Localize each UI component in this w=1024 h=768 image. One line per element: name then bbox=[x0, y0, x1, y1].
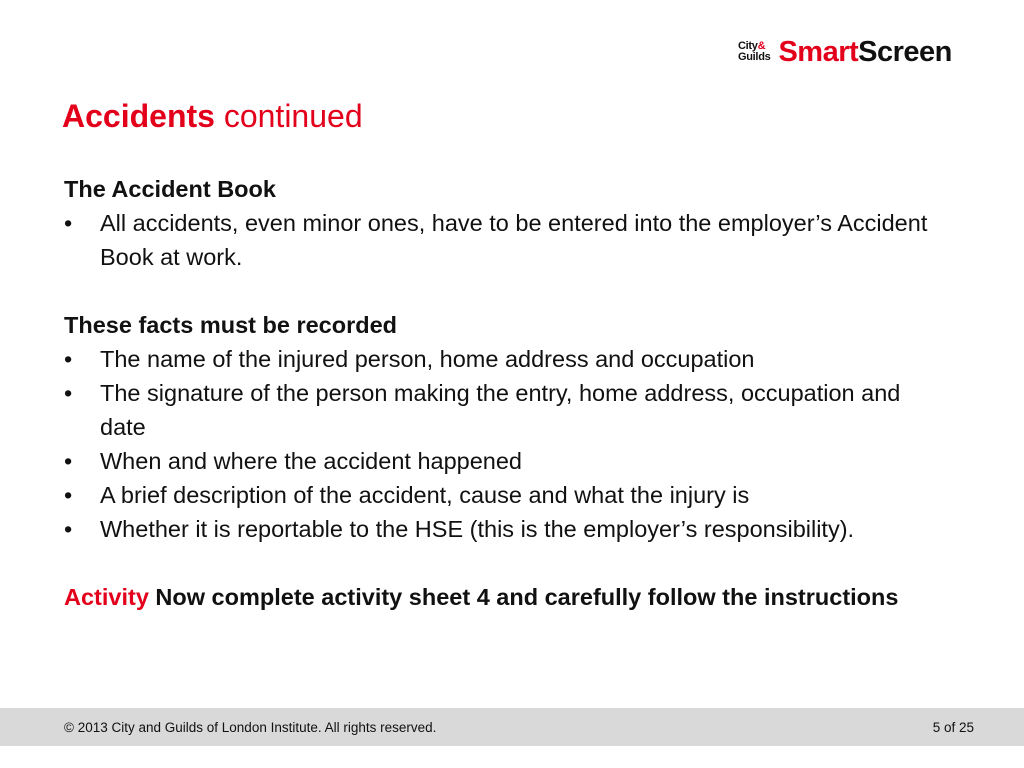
bullet-icon: • bbox=[64, 448, 73, 474]
list-item: • All accidents, even minor ones, have to be entered into the employer’s Accident Book at work. bbox=[64, 206, 944, 274]
list-item: • The signature of the person making the entry, home address, occupation and date bbox=[64, 376, 944, 444]
activity-text: Now complete activity sheet 4 and carefully follow the instructions bbox=[155, 584, 899, 610]
activity-label: Activity bbox=[64, 584, 149, 610]
bullet-icon: • bbox=[64, 516, 73, 542]
accident-book-heading: The Accident Book bbox=[64, 176, 276, 202]
city-and-guilds-logo: City& Guilds bbox=[738, 40, 771, 63]
page-number: 5 of 25 bbox=[932, 719, 974, 735]
smartscreen-logo bbox=[738, 34, 952, 70]
facts-list bbox=[64, 342, 944, 546]
slide-footer bbox=[0, 708, 1024, 746]
facts-heading: These facts must be recorded bbox=[64, 312, 398, 338]
list-item: • The name of the injured person, home address and occupation bbox=[64, 342, 944, 376]
bullet-icon: • bbox=[64, 482, 73, 508]
list-item: • Whether it is reportable to the HSE (this is the employer’s responsibility). bbox=[64, 512, 944, 546]
logo-smart-text: Smart bbox=[778, 35, 859, 68]
bullet-icon: • bbox=[64, 346, 73, 372]
bullet-icon: • bbox=[64, 380, 73, 406]
list-item: • A brief description of the accident, cause and what the injury is bbox=[64, 478, 944, 512]
activity-instruction bbox=[64, 580, 944, 614]
logo-screen-text: Screen bbox=[858, 35, 952, 68]
slide-title bbox=[62, 98, 363, 135]
list-item: • When and where the accident happened bbox=[64, 444, 944, 478]
accident-book-list bbox=[64, 206, 944, 274]
slide-body bbox=[64, 172, 944, 614]
copyright-text: © 2013 City and Guilds of London Institute. All rights reserved. bbox=[64, 719, 437, 735]
slide-title-strong: Accidents bbox=[62, 98, 215, 134]
slide-title-rest: continued bbox=[223, 98, 363, 134]
bullet-icon: • bbox=[64, 210, 73, 236]
